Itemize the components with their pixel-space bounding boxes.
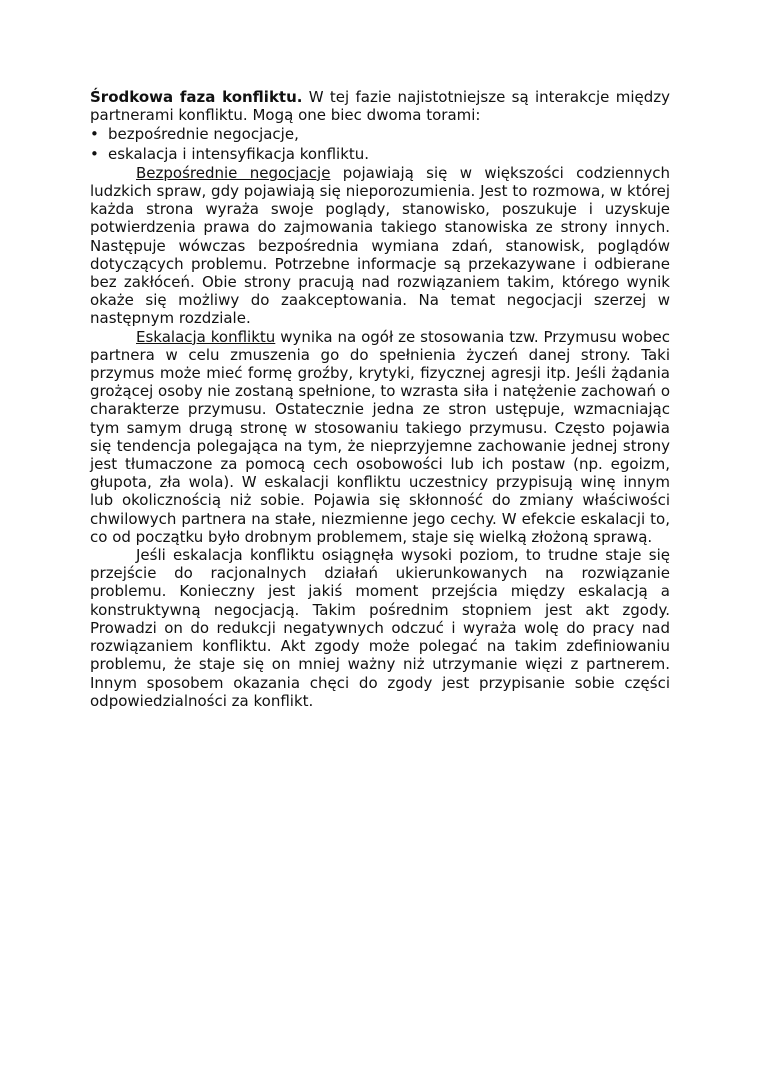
bullet-icon: • [90,125,99,144]
intro-text: W tej fazie najistotniejsze są interakcje między partnerami konfliktu. Mogą one biec dwoma torami: [90,88,670,125]
section-heading: Środkowa faza konfliktu. [90,88,303,106]
escalation-paragraph [90,328,670,546]
list-item-text: eskalacja i intensyfikacja konfliktu. [108,144,370,163]
negotiations-term: Bezpośrednie negocjacje [136,163,331,182]
resolution-paragraph: Jeśli eskalacja konfliktu osiągnęła wysoki poziom, to trudne staje się przejście do racjonalnych działań ukierunkowanych na rozwiązanie problemu. Konieczny jest jakiś moment przejścia między eskalacją a konstruktywną negocjacją. Takim pośrednim stopniem jest akt zgody. Prowadzi on do redukcji negatywnych odczuć i wyraża wolę do pracy nad rozwiązaniem konfliktu. Akt zgody może polegać na takim zdefiniowaniu problemu, że staje się on mniej ważny niż utrzymanie więzi z partnerem. Innym sposobem okazania chęci do zgody jest przypisanie sobie części odpowiedzialności za konflikt. [90,546,670,710]
bullet-list [90,125,670,162]
escalation-text: wynika na ogół ze stosowania tzw. Przymusu wobec partnera w celu zmuszenia go do spełnienia życzeń danej strony. Taki przymus może mieć formę groźby, krytyki, fizycznej agresji itp. Jeśli żądania grożącej osoby nie zostaną spełnione, to wzrasta siła i natężenie zachowań o charakterze przymusu. Ostatecznie jedna ze stron ustępuje, wzmacniając tym samym drugą stronę w stosowaniu takiego przymusu. Często pojawia się tendencja polegająca na tym, że nieprzyjemne zachowanie jednej strony jest tłumaczone za pomocą cech osobowości lub ich postaw (np. egoizm, głupota, zła wola). W eskalacji konfliktu uczestnicy przypisują winę innym lub okolicznością niż sobie. Pojawia się skłonność do zmiany właściwości chwilowych partnera na stałe, niezmienne jego cechy. W efekcie eskalacji to, co od początku było drobnym problemem, staje się wielką złożoną sprawą. [90,327,670,546]
intro-paragraph [90,88,670,124]
negotiations-paragraph [90,164,670,328]
list-item-text: bezpośrednie negocjacje, [108,125,299,144]
escalation-term: Eskalacja konfliktu [136,327,276,346]
list-item [90,125,670,143]
document-page [90,88,670,710]
list-item [90,145,670,163]
negotiations-text: pojawiają się w większości codziennych ludzkich spraw, gdy pojawiają się nieporozumienia. Jest to rozmowa, w której każda strona wyraża swoje poglądy, stanowisko, poszukuje i uzyskuje potwierdzenia prawa do zajmowania takiego stanowiska ze strony innych. Następuje wówczas bezpośrednia wymiana zdań, stanowisk, poglądów dotyczących problemu. Potrzebne informacje są przekazywane i odbierane bez zakłóceń. Obie strony pracują nad rozwiązaniem takim, którego wynik okaże się możliwy do zaakceptowania. Na temat negocjacji szerzej w następnym rozdziale. [90,163,670,328]
bullet-icon: • [90,144,99,163]
